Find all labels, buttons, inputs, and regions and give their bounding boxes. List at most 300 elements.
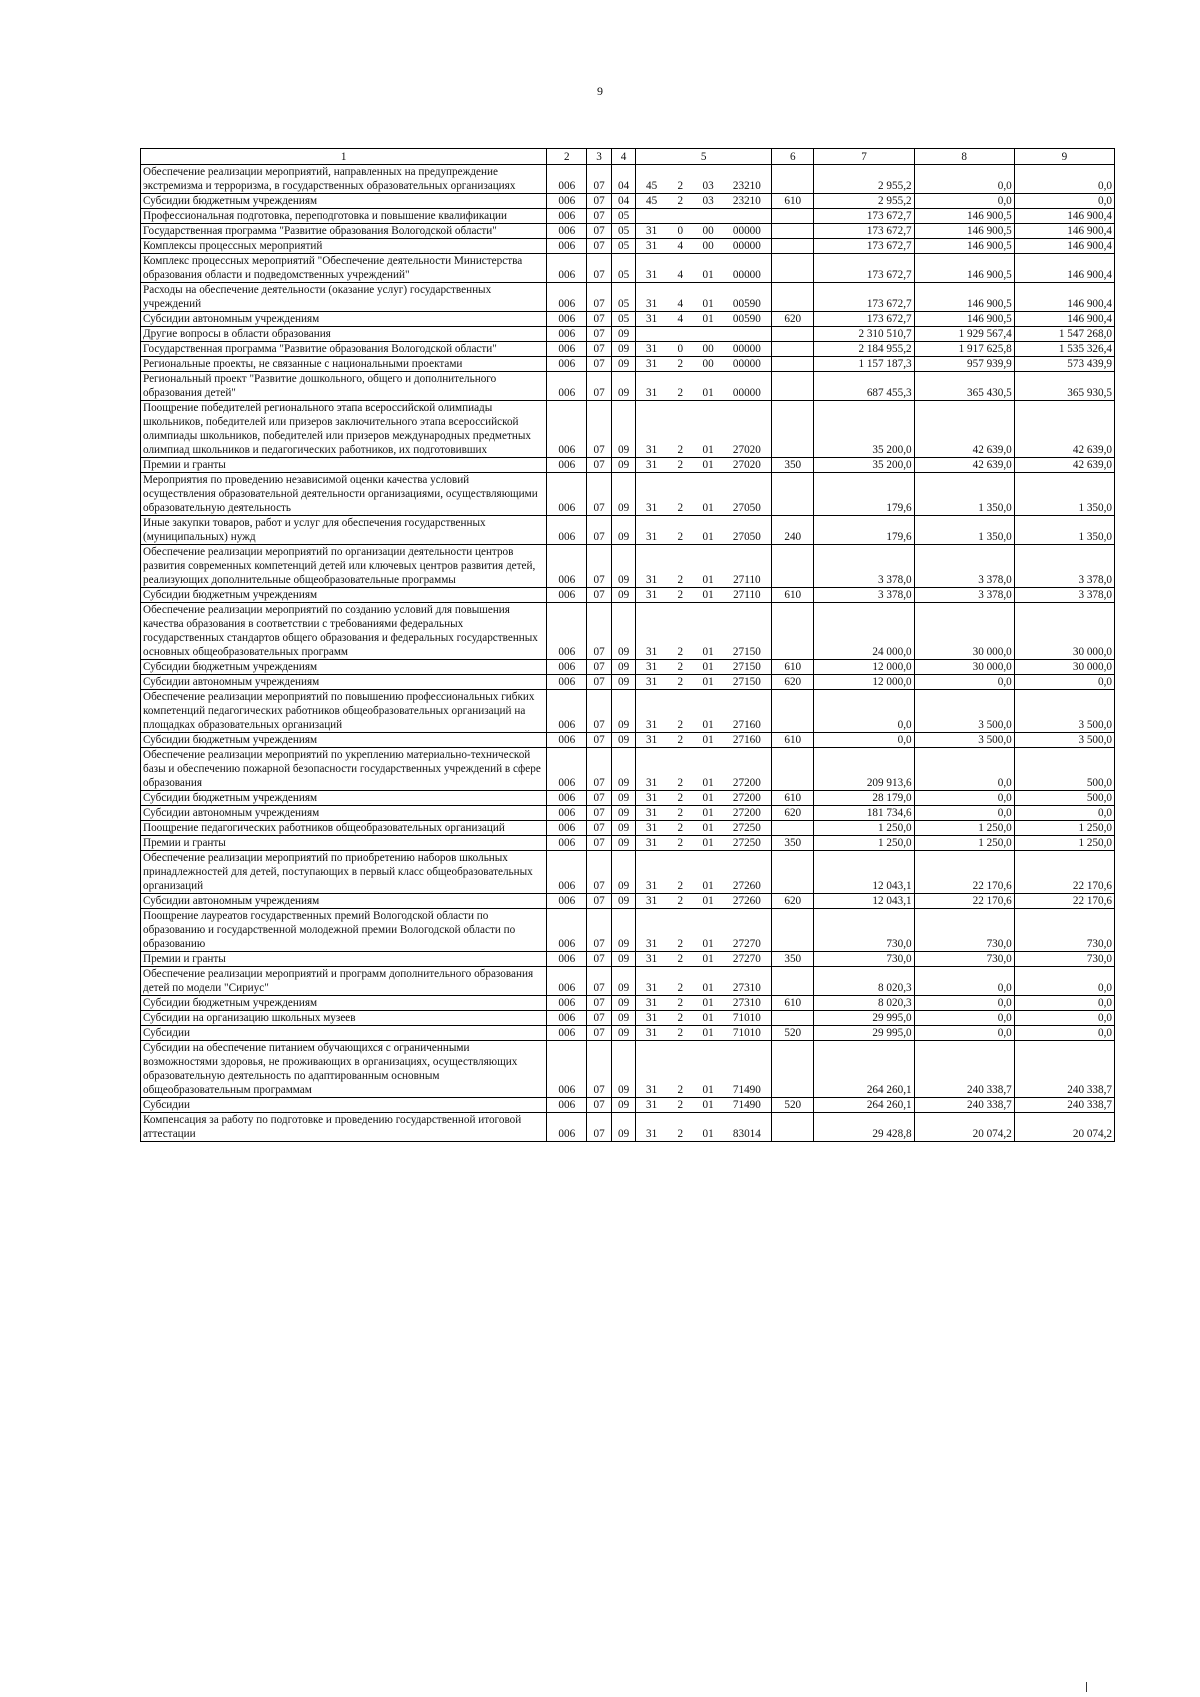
- cell-chapter: 006: [547, 821, 587, 836]
- cell-sum-year2: 3 500,0: [914, 733, 1014, 748]
- cell-expense-code: 83014: [723, 1113, 772, 1142]
- cell-chapter: 006: [547, 458, 587, 473]
- cell-chapter: 006: [547, 342, 587, 357]
- cell-vr-code: [772, 327, 814, 342]
- cell-name: Субсидии бюджетным учреждениям: [141, 996, 547, 1011]
- table-row: [141, 894, 1115, 909]
- col-header-4: 4: [611, 149, 635, 165]
- cell-name: Субсидии автономным учреждениям: [141, 894, 547, 909]
- cell-sum-year1: 0,0: [814, 733, 914, 748]
- cell-sum-year2: 0,0: [914, 675, 1014, 690]
- cell-subprogram: 2: [667, 806, 694, 821]
- cell-name: Субсидии автономным учреждениям: [141, 312, 547, 327]
- cell-subprogram: 0: [667, 342, 694, 357]
- cell-sum-year3: 22 170,6: [1014, 894, 1114, 909]
- cell-program: 31: [636, 1041, 667, 1098]
- cell-sum-year1: 29 995,0: [814, 1026, 914, 1041]
- cell-subsection: 09: [611, 516, 635, 545]
- table-row: [141, 806, 1115, 821]
- cell-direction: 01: [694, 401, 723, 458]
- cell-program: 31: [636, 748, 667, 791]
- cell-sum-year3: 146 900,4: [1014, 254, 1114, 283]
- cell-sum-year3: 20 074,2: [1014, 1113, 1114, 1142]
- cell-direction: 01: [694, 952, 723, 967]
- cell-expense-code: 00000: [723, 357, 772, 372]
- cell-sum-year2: 30 000,0: [914, 660, 1014, 675]
- cell-chapter: 006: [547, 603, 587, 660]
- cell-name: Поощрение педагогических работников общеобразовательных организаций: [141, 821, 547, 836]
- cell-sum-year3: 3 378,0: [1014, 588, 1114, 603]
- cell-section: 07: [587, 473, 611, 516]
- cell-direction: 01: [694, 1026, 723, 1041]
- table-row: [141, 283, 1115, 312]
- cell-subsection: 04: [611, 194, 635, 209]
- cell-direction: 01: [694, 836, 723, 851]
- cell-subprogram: 2: [667, 909, 694, 952]
- cell-sum-year1: 2 955,2: [814, 165, 914, 194]
- cell-subprogram: 2: [667, 357, 694, 372]
- cell-sum-year2: 0,0: [914, 165, 1014, 194]
- cell-expense-code: 27200: [723, 748, 772, 791]
- cell-expense-code: 27050: [723, 473, 772, 516]
- cell-sum-year1: 179,6: [814, 516, 914, 545]
- cell-subsection: 09: [611, 1113, 635, 1142]
- cell-direction: 01: [694, 1098, 723, 1113]
- cell-subprogram: 2: [667, 675, 694, 690]
- table-row: [141, 1011, 1115, 1026]
- cell-section: 07: [587, 909, 611, 952]
- cell-sum-year3: 1 535 326,4: [1014, 342, 1114, 357]
- cell-direction: 01: [694, 821, 723, 836]
- cell-program: 31: [636, 372, 667, 401]
- col-header-3: 3: [587, 149, 611, 165]
- cell-expense-code: 27250: [723, 836, 772, 851]
- col-header-9: 9: [1014, 149, 1114, 165]
- cell-direction: 01: [694, 733, 723, 748]
- cell-direction: 01: [694, 516, 723, 545]
- cell-sum-year1: 35 200,0: [814, 401, 914, 458]
- cell-program: 31: [636, 836, 667, 851]
- cell-subprogram: 2: [667, 967, 694, 996]
- cell-vr-code: [772, 283, 814, 312]
- cell-vr-code: [772, 603, 814, 660]
- cell-sum-year2: 1 350,0: [914, 473, 1014, 516]
- cell-chapter: 006: [547, 545, 587, 588]
- cell-subsection: 09: [611, 401, 635, 458]
- cell-subsection: 09: [611, 1041, 635, 1098]
- cell-subprogram: 2: [667, 791, 694, 806]
- cell-vr-code: [772, 342, 814, 357]
- cell-direction: 01: [694, 1011, 723, 1026]
- cell-chapter: 006: [547, 909, 587, 952]
- cell-subprogram: 2: [667, 821, 694, 836]
- cell-section: 07: [587, 254, 611, 283]
- cell-sum-year1: 264 260,1: [814, 1041, 914, 1098]
- cell-name: Региональный проект "Развитие дошкольного, общего и дополнительного образования детей": [141, 372, 547, 401]
- cell-direction: 01: [694, 851, 723, 894]
- cell-direction: 01: [694, 675, 723, 690]
- col-header-7: 7: [814, 149, 914, 165]
- cell-direction: 01: [694, 909, 723, 952]
- table-row: [141, 342, 1115, 357]
- cell-program: 31: [636, 545, 667, 588]
- cell-subprogram: 4: [667, 283, 694, 312]
- cell-sum-year3: 1 547 268,0: [1014, 327, 1114, 342]
- cell-subprogram: [667, 327, 694, 342]
- cell-vr-code: [772, 851, 814, 894]
- cell-program: 31: [636, 967, 667, 996]
- cell-program: 31: [636, 254, 667, 283]
- cell-section: 07: [587, 806, 611, 821]
- cell-sum-year3: 500,0: [1014, 791, 1114, 806]
- table-row: [141, 209, 1115, 224]
- cell-vr-code: [772, 165, 814, 194]
- table-row: [141, 458, 1115, 473]
- cell-sum-year3: 0,0: [1014, 996, 1114, 1011]
- cell-vr-code: [772, 748, 814, 791]
- cell-program: 31: [636, 806, 667, 821]
- cell-sum-year1: 730,0: [814, 909, 914, 952]
- table-row: [141, 254, 1115, 283]
- cell-chapter: 006: [547, 239, 587, 254]
- table-row: [141, 165, 1115, 194]
- cell-sum-year3: 365 930,5: [1014, 372, 1114, 401]
- cell-vr-code: [772, 372, 814, 401]
- cell-subprogram: 2: [667, 1113, 694, 1142]
- cell-sum-year1: 2 310 510,7: [814, 327, 914, 342]
- table-row: [141, 545, 1115, 588]
- cell-sum-year1: 209 913,6: [814, 748, 914, 791]
- cell-direction: 01: [694, 660, 723, 675]
- cell-name: Профессиональная подготовка, переподготовка и повышение квалификации: [141, 209, 547, 224]
- cell-expense-code: 71010: [723, 1026, 772, 1041]
- cell-program: 31: [636, 401, 667, 458]
- cell-subprogram: 2: [667, 588, 694, 603]
- col-header-6: 6: [772, 149, 814, 165]
- cell-subprogram: 2: [667, 1011, 694, 1026]
- cell-sum-year1: 12 000,0: [814, 660, 914, 675]
- cell-subprogram: 2: [667, 165, 694, 194]
- cell-sum-year2: 146 900,5: [914, 209, 1014, 224]
- cell-subprogram: 2: [667, 1041, 694, 1098]
- cell-chapter: 006: [547, 675, 587, 690]
- cell-subsection: 09: [611, 675, 635, 690]
- cell-sum-year3: 0,0: [1014, 194, 1114, 209]
- cell-name: Региональные проекты, не связанные с национальными проектами: [141, 357, 547, 372]
- cell-vr-code: [772, 545, 814, 588]
- cell-vr-code: 350: [772, 458, 814, 473]
- cell-name: Обеспечение реализации мероприятий по укреплению материально-технической базы и обеспечению пожарной безопасности государственных учреждений в сфере образования: [141, 748, 547, 791]
- cell-subprogram: 2: [667, 660, 694, 675]
- cell-expense-code: 27270: [723, 909, 772, 952]
- cell-chapter: 006: [547, 1026, 587, 1041]
- cell-program: 31: [636, 342, 667, 357]
- cell-sum-year2: 0,0: [914, 748, 1014, 791]
- cell-expense-code: 23210: [723, 194, 772, 209]
- cell-vr-code: [772, 209, 814, 224]
- table-row: [141, 690, 1115, 733]
- cell-program: 31: [636, 603, 667, 660]
- cell-sum-year1: 264 260,1: [814, 1098, 914, 1113]
- cell-section: 07: [587, 1011, 611, 1026]
- cell-sum-year3: 146 900,4: [1014, 312, 1114, 327]
- cell-vr-code: [772, 473, 814, 516]
- cell-vr-code: 620: [772, 312, 814, 327]
- cell-chapter: 006: [547, 967, 587, 996]
- cell-direction: 01: [694, 894, 723, 909]
- cell-subprogram: 2: [667, 851, 694, 894]
- cell-name: Поощрение лауреатов государственных премий Вологодской области по образованию и государственной молодежной премии Вологодской области по образованию: [141, 909, 547, 952]
- cell-vr-code: 240: [772, 516, 814, 545]
- cell-vr-code: 610: [772, 733, 814, 748]
- cell-sum-year2: 730,0: [914, 952, 1014, 967]
- cell-subprogram: 2: [667, 194, 694, 209]
- cell-subprogram: 2: [667, 952, 694, 967]
- cell-section: 07: [587, 372, 611, 401]
- cell-direction: 01: [694, 1113, 723, 1142]
- table-row: [141, 952, 1115, 967]
- cell-name: Комплексы процессных мероприятий: [141, 239, 547, 254]
- cell-subsection: 09: [611, 342, 635, 357]
- cell-direction: 01: [694, 312, 723, 327]
- cell-direction: 00: [694, 239, 723, 254]
- cell-name: Премии и гранты: [141, 836, 547, 851]
- cell-vr-code: [772, 239, 814, 254]
- cell-direction: 03: [694, 165, 723, 194]
- cell-sum-year2: 146 900,5: [914, 254, 1014, 283]
- scan-mark: [1086, 1682, 1087, 1692]
- cell-program: 31: [636, 821, 667, 836]
- cell-sum-year3: 30 000,0: [1014, 660, 1114, 675]
- cell-section: 07: [587, 342, 611, 357]
- cell-program: 31: [636, 588, 667, 603]
- cell-chapter: 006: [547, 401, 587, 458]
- cell-sum-year1: 181 734,6: [814, 806, 914, 821]
- cell-subprogram: 2: [667, 1026, 694, 1041]
- cell-subprogram: 2: [667, 748, 694, 791]
- cell-sum-year3: 146 900,4: [1014, 239, 1114, 254]
- cell-vr-code: 620: [772, 806, 814, 821]
- cell-expense-code: 27150: [723, 660, 772, 675]
- cell-expense-code: 23210: [723, 165, 772, 194]
- cell-subsection: 09: [611, 473, 635, 516]
- cell-sum-year2: 0,0: [914, 1026, 1014, 1041]
- cell-name: Субсидии: [141, 1098, 547, 1113]
- cell-vr-code: 610: [772, 996, 814, 1011]
- cell-section: 07: [587, 1113, 611, 1142]
- cell-direction: 01: [694, 1041, 723, 1098]
- cell-name: Государственная программа "Развитие образования Вологодской области": [141, 224, 547, 239]
- table-row: [141, 239, 1115, 254]
- cell-expense-code: 27160: [723, 690, 772, 733]
- cell-section: 07: [587, 1041, 611, 1098]
- cell-chapter: 006: [547, 588, 587, 603]
- cell-expense-code: 27260: [723, 851, 772, 894]
- cell-sum-year1: 12 043,1: [814, 851, 914, 894]
- cell-expense-code: 00000: [723, 224, 772, 239]
- cell-section: 07: [587, 283, 611, 312]
- cell-chapter: 006: [547, 165, 587, 194]
- cell-sum-year2: 0,0: [914, 194, 1014, 209]
- cell-chapter: 006: [547, 1041, 587, 1098]
- table-row: [141, 851, 1115, 894]
- cell-section: 07: [587, 690, 611, 733]
- cell-subprogram: 2: [667, 603, 694, 660]
- cell-expense-code: 00000: [723, 254, 772, 283]
- col-header-5: 5: [636, 149, 772, 165]
- cell-sum-year3: 500,0: [1014, 748, 1114, 791]
- cell-sum-year2: 42 639,0: [914, 458, 1014, 473]
- cell-program: 31: [636, 733, 667, 748]
- table-row: [141, 909, 1115, 952]
- cell-section: 07: [587, 458, 611, 473]
- cell-sum-year1: 12 043,1: [814, 894, 914, 909]
- cell-expense-code: [723, 327, 772, 342]
- cell-vr-code: 610: [772, 791, 814, 806]
- cell-vr-code: [772, 357, 814, 372]
- cell-program: 31: [636, 1098, 667, 1113]
- cell-program: 31: [636, 909, 667, 952]
- cell-subsection: 09: [611, 909, 635, 952]
- cell-sum-year1: 173 672,7: [814, 312, 914, 327]
- cell-name: Обеспечение реализации мероприятий по приобретению наборов школьных принадлежностей для детей, поступающих в первый класс общеобразовательных организаций: [141, 851, 547, 894]
- cell-chapter: 006: [547, 851, 587, 894]
- cell-chapter: 006: [547, 1113, 587, 1142]
- cell-sum-year3: 240 338,7: [1014, 1098, 1114, 1113]
- cell-chapter: 006: [547, 283, 587, 312]
- cell-sum-year2: 730,0: [914, 909, 1014, 952]
- cell-sum-year3: 730,0: [1014, 952, 1114, 967]
- cell-sum-year3: 1 350,0: [1014, 516, 1114, 545]
- cell-vr-code: 610: [772, 194, 814, 209]
- cell-subsection: 09: [611, 821, 635, 836]
- cell-sum-year2: 1 250,0: [914, 821, 1014, 836]
- table-row: [141, 516, 1115, 545]
- table-row: [141, 748, 1115, 791]
- cell-expense-code: 27050: [723, 516, 772, 545]
- cell-subprogram: 2: [667, 894, 694, 909]
- cell-name: Обеспечение реализации мероприятий по созданию условий для повышения качества образования в соответствии с требованиями федеральных государственных стандартов общего образования и федеральных государственных основных общеобразовательных программ: [141, 603, 547, 660]
- cell-vr-code: 610: [772, 660, 814, 675]
- cell-sum-year2: 30 000,0: [914, 603, 1014, 660]
- cell-expense-code: 00590: [723, 283, 772, 312]
- cell-sum-year1: 173 672,7: [814, 254, 914, 283]
- cell-name: Субсидии: [141, 1026, 547, 1041]
- cell-vr-code: 350: [772, 952, 814, 967]
- cell-vr-code: 350: [772, 836, 814, 851]
- cell-sum-year1: 173 672,7: [814, 239, 914, 254]
- cell-name: Субсидии бюджетным учреждениям: [141, 588, 547, 603]
- cell-name: Субсидии бюджетным учреждениям: [141, 791, 547, 806]
- cell-subprogram: 2: [667, 545, 694, 588]
- cell-subsection: 09: [611, 996, 635, 1011]
- cell-chapter: 006: [547, 836, 587, 851]
- cell-sum-year2: 1 929 567,4: [914, 327, 1014, 342]
- cell-chapter: 006: [547, 473, 587, 516]
- cell-name: Иные закупки товаров, работ и услуг для обеспечения государственных (муниципальных) нужд: [141, 516, 547, 545]
- cell-section: 07: [587, 327, 611, 342]
- cell-name: Другие вопросы в области образования: [141, 327, 547, 342]
- cell-subsection: 09: [611, 851, 635, 894]
- cell-subsection: 09: [611, 1098, 635, 1113]
- cell-name: Расходы на обеспечение деятельности (оказание услуг) государственных учреждений: [141, 283, 547, 312]
- cell-sum-year1: 3 378,0: [814, 588, 914, 603]
- cell-chapter: 006: [547, 660, 587, 675]
- cell-name: Премии и гранты: [141, 458, 547, 473]
- cell-sum-year2: 1 250,0: [914, 836, 1014, 851]
- cell-vr-code: [772, 909, 814, 952]
- cell-sum-year1: 8 020,3: [814, 996, 914, 1011]
- cell-chapter: 006: [547, 194, 587, 209]
- cell-vr-code: [772, 224, 814, 239]
- table-row: [141, 401, 1115, 458]
- cell-chapter: 006: [547, 733, 587, 748]
- cell-vr-code: 520: [772, 1026, 814, 1041]
- cell-section: 07: [587, 894, 611, 909]
- cell-sum-year2: 1 917 625,8: [914, 342, 1014, 357]
- cell-sum-year1: 3 378,0: [814, 545, 914, 588]
- cell-subsection: 09: [611, 327, 635, 342]
- cell-subprogram: 4: [667, 239, 694, 254]
- cell-sum-year2: 20 074,2: [914, 1113, 1014, 1142]
- cell-subprogram: 2: [667, 458, 694, 473]
- cell-sum-year1: 0,0: [814, 690, 914, 733]
- cell-expense-code: 27310: [723, 967, 772, 996]
- cell-sum-year2: 146 900,5: [914, 312, 1014, 327]
- cell-vr-code: 620: [772, 675, 814, 690]
- cell-name: Мероприятия по проведению независимой оценки качества условий осуществления образовательной деятельности организациями, осуществляющими образовательную деятельность: [141, 473, 547, 516]
- cell-section: 07: [587, 675, 611, 690]
- cell-sum-year1: 8 020,3: [814, 967, 914, 996]
- cell-vr-code: [772, 1011, 814, 1026]
- cell-name: Поощрение победителей регионального этапа всероссийской олимпиады школьников, победителей или призеров заключительного этапа всероссийской олимпиады школьников, победителей или призеров международных предметных олимпиад школьников и педагогических работников, их подготовивших: [141, 401, 547, 458]
- cell-section: 07: [587, 516, 611, 545]
- table-row: [141, 224, 1115, 239]
- cell-sum-year2: 146 900,5: [914, 224, 1014, 239]
- cell-direction: 00: [694, 224, 723, 239]
- cell-chapter: 006: [547, 327, 587, 342]
- cell-chapter: 006: [547, 357, 587, 372]
- table-row: [141, 791, 1115, 806]
- cell-sum-year2: 240 338,7: [914, 1098, 1014, 1113]
- cell-sum-year3: 3 500,0: [1014, 733, 1114, 748]
- cell-subsection: 09: [611, 545, 635, 588]
- cell-chapter: 006: [547, 806, 587, 821]
- cell-subsection: 09: [611, 748, 635, 791]
- cell-expense-code: 00000: [723, 239, 772, 254]
- cell-expense-code: 27110: [723, 545, 772, 588]
- cell-expense-code: 00590: [723, 312, 772, 327]
- cell-section: 07: [587, 165, 611, 194]
- cell-sum-year3: 0,0: [1014, 675, 1114, 690]
- cell-sum-year1: 179,6: [814, 473, 914, 516]
- cell-sum-year2: 3 378,0: [914, 588, 1014, 603]
- cell-sum-year2: 0,0: [914, 791, 1014, 806]
- cell-subsection: 09: [611, 357, 635, 372]
- col-header-8: 8: [914, 149, 1014, 165]
- cell-vr-code: [772, 254, 814, 283]
- cell-chapter: 006: [547, 372, 587, 401]
- cell-subprogram: 0: [667, 224, 694, 239]
- cell-sum-year3: 3 378,0: [1014, 545, 1114, 588]
- table-body: [141, 165, 1115, 1142]
- cell-subprogram: 2: [667, 836, 694, 851]
- cell-program: 31: [636, 791, 667, 806]
- cell-section: 07: [587, 401, 611, 458]
- cell-section: 07: [587, 791, 611, 806]
- cell-expense-code: 27110: [723, 588, 772, 603]
- cell-chapter: 006: [547, 1098, 587, 1113]
